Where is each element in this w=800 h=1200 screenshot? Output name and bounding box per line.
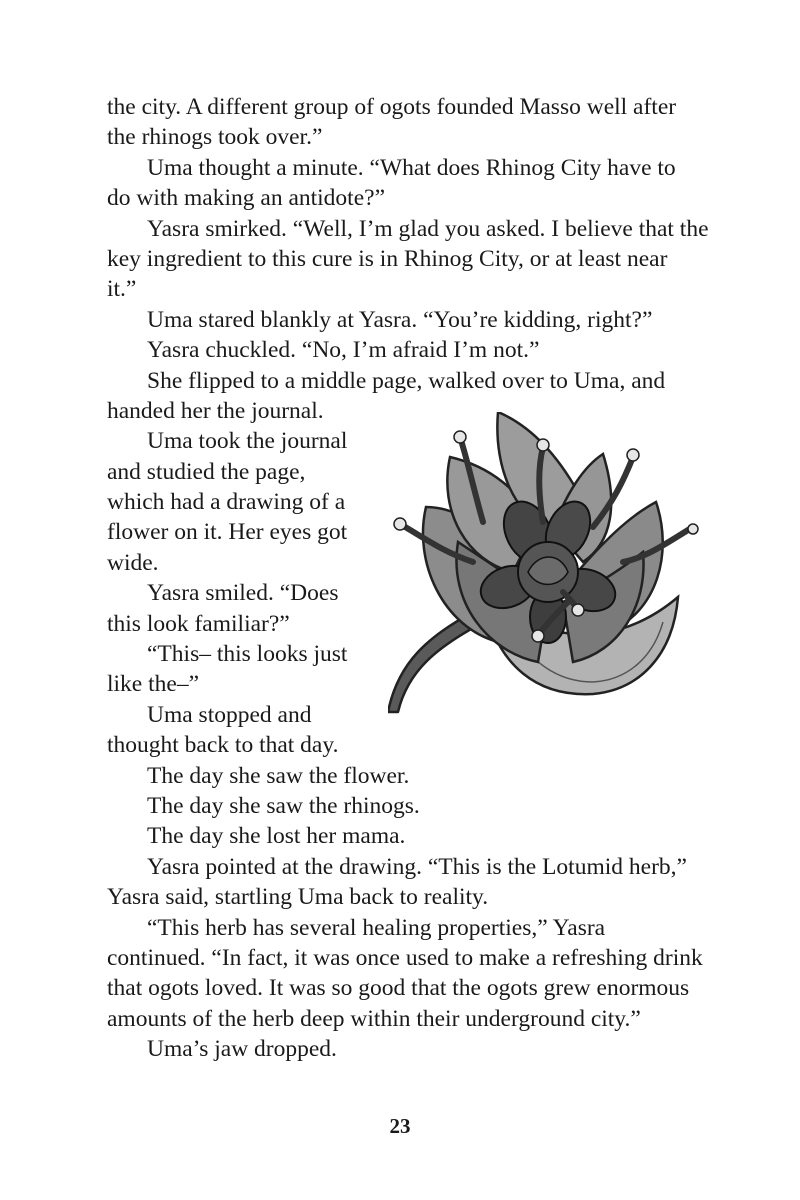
text-line: amounts of the herb deep within their underground city.” (107, 1005, 641, 1032)
lotus-flower-illustration (388, 412, 700, 718)
page-number: 23 (389, 1114, 411, 1138)
text-line: She flipped to a middle page, walked over to Uma, and (147, 367, 666, 394)
text-line: it.” (107, 276, 137, 303)
text-line: Uma’s jaw dropped. (147, 1036, 337, 1063)
text-line: Uma thought a minute. “What does Rhinog City have to (147, 154, 676, 181)
text-line: handed her the journal. (107, 397, 324, 424)
text-line: the city. A different group of ogots founded Masso well after (107, 94, 677, 120)
text-line: this look familiar?” (107, 610, 290, 637)
text-line: flower on it. Her eyes got (107, 519, 348, 546)
text-line: “This– this looks just (147, 641, 348, 668)
text-line: wide. (107, 549, 159, 576)
text-line: do with making an antidote?” (107, 185, 386, 212)
text-line: key ingredient to this cure is in Rhinog City, or at least near (107, 245, 668, 272)
text-line: The day she saw the flower. (147, 762, 410, 789)
text-line: like the–” (107, 671, 200, 698)
text-line: and studied the page, (107, 458, 306, 485)
text-line: Yasra smiled. “Does (147, 580, 339, 607)
text-line: Yasra smirked. “Well, I’m glad you asked. I believe that the (147, 215, 709, 242)
text-line: Uma stopped and (147, 701, 312, 728)
text-line: Uma took the journal (147, 428, 348, 455)
text-line: that ogots loved. It was so good that the ogots grew enormous (107, 975, 690, 1002)
text-line: Yasra chuckled. “No, I’m afraid I’m not.” (147, 337, 540, 364)
text-line: Uma stared blankly at Yasra. “You’re kidding, right?” (147, 306, 653, 333)
text-line: thought back to that day. (107, 732, 339, 759)
text-line: The day she saw the rhinogs. (147, 792, 420, 819)
text-line: The day she lost her mama. (147, 823, 406, 850)
text-line: “This herb has several healing properties,” Yasra (147, 914, 606, 941)
text-line: Yasra pointed at the drawing. “This is the Lotumid herb,” (147, 853, 687, 880)
text-line: the rhinogs took over.” (107, 124, 323, 151)
text-line: which had a drawing of a (107, 489, 346, 516)
text-line: continued. “In fact, it was once used to make a refreshing drink (107, 944, 703, 971)
text-line: Yasra said, startling Uma back to reality. (107, 884, 489, 911)
